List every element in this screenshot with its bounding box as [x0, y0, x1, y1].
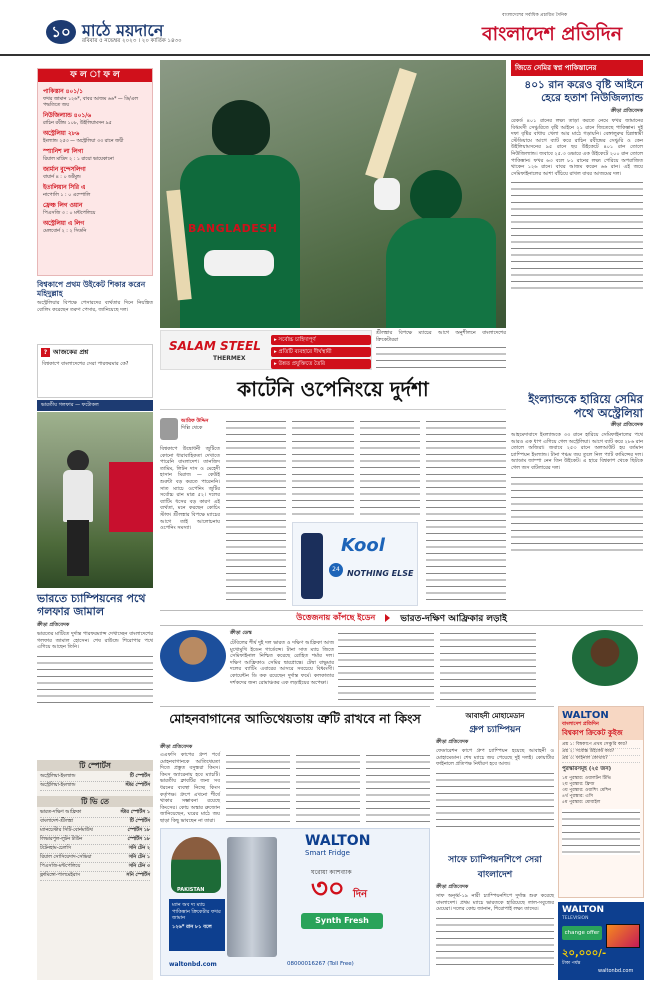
- quiz-ad: [558, 706, 644, 898]
- tv-row: [40, 782, 150, 791]
- question-body: বিশ্বকাপে বাংলাদেশের সেরা পারফরমার কে?: [42, 361, 129, 367]
- middle-story-body: টেবিলের শীর্ষ দুই দল ভারত ও দক্ষিণ আফ্রিকা আজ মুখোমুখি ইডেন গার্ডেন্সে। টানা সাত ম্যাচ জিতে সেমিফাইনাল নিশ্চিত করেছে রোহিত শর্মার দল। দক্ষিণ আফ্রিকাও সেমির দ্বারপ্রান্তে। টেম্বা বাভুমার দলের ব্যাটিং এবারের আসরে সবচেয়ে বিধ্বংসী। কোয়েন্টন ডি কক রয়েছেন দুর্দান্ত ফর্মে। কলকাতার দর্শকদের জন্য রোমাঞ্চকর এক লড়াইয়ের অপেক্ষা।: [230, 640, 334, 686]
- quiz-prize-title: পুরস্কারসমূহ (২৫ জন): [562, 766, 612, 772]
- quiz-prize: ২য় পুরস্কার: ফ্রিজ: [562, 782, 595, 787]
- section-title: মাঠে ময়দানে: [82, 21, 164, 40]
- player-right-helmet: [410, 170, 462, 222]
- salam-point: ▸ উন্নত প্রযুক্তিতে তৈরি: [271, 359, 371, 369]
- result-head: ইতালিয়ান সিরি এ: [43, 185, 86, 191]
- quiz-prizes: [559, 775, 643, 807]
- tv-row-match: অস্ট্রেলিয়া-ইংল্যান্ড: [40, 774, 76, 779]
- tv-row-channel: সনি টেন ৩: [128, 864, 150, 869]
- tv-row-match: ম্যানচেস্টার সিটি-বোর্নমাউথ: [40, 828, 93, 833]
- result-head: অস্ট্রেলিয়া এ লিগ: [43, 221, 85, 227]
- quiz-subtitle: বাংলাদেশ প্রতিদিন: [562, 721, 599, 727]
- issue-date: রবিবার ৫ নভেম্বর ২০২৩ । ২০ কার্তিক ১৪৩০: [82, 38, 182, 44]
- tv-row-channel: স্টার স্পোর্টস: [125, 783, 150, 788]
- bottom-story-2-kicker: আবাহনী মোহামেডান: [465, 712, 525, 720]
- center-story-col5: [426, 418, 506, 606]
- middle-story-header: [160, 610, 643, 626]
- tv-row-match: ভারত-দক্ষিণ আফ্রিকা: [40, 810, 82, 815]
- tv-row-match: পিএসজি-মন্টপেলিয়ে: [40, 864, 81, 869]
- bottom-story-1-headline: মোহনবাগানের আতিথেয়তায় ত্রুটি রাখবে না কিংস: [169, 711, 421, 726]
- left-story-1: [37, 280, 153, 313]
- player-left-jersey-text: BANGLADESH: [188, 222, 278, 235]
- bottom-story-2-cont: [436, 770, 554, 832]
- tv-row: [40, 872, 150, 881]
- bottom-story-2-body: ফেডারেশন কাপে গ্রুপ চ্যাম্পিয়ন হয়েছে আবাহনী ও মোহামেডান। শেষ ম্যাচে জয় পেয়েছে দুই দলই। কোয়ার্টার ফাইনালে প্রতিপক্ষ নির্ধারণ হবে আজ।: [436, 748, 554, 768]
- salam-brand: SALAM STEEL: [169, 339, 261, 353]
- right-story-1-headline: ইংল্যান্ডকে হারিয়ে সেমির পথে অস্ট্রেলিয়া: [528, 392, 643, 420]
- result-body: রাচিন রবীন্দ্র ১০৮, উইলিয়ামসন ৯৫: [43, 121, 112, 126]
- tv-row-match: লিভারপুল-লুটন টাউন: [40, 837, 83, 842]
- player-right-bat: [365, 68, 417, 180]
- tagline: বাংলাদেশের সর্বাধিক প্রচারিত দৈনিক: [502, 13, 568, 18]
- tv-row: [40, 818, 150, 827]
- tv-row-channel: টি স্পোর্টস: [129, 819, 150, 824]
- paper-logo: বাংলাদেশ প্রতিদিন: [482, 23, 623, 45]
- author-avatar: [160, 418, 178, 440]
- hero-caption: শ্রীলঙ্কার বিপক্ষে ম্যাচের আগে অনুশীলনে বাংলাদেশের ক্রিকেটাররা: [376, 330, 506, 370]
- middle-story-kicker: উত্তেজনায় কাঁপছে ইডেন: [296, 612, 376, 622]
- question-icon: ?: [41, 348, 50, 357]
- quiz-title: বিশ্বকাপ ক্রিকেট কুইজ: [562, 729, 623, 737]
- bottom-story-3-headline: সাফে চ্যাম্পিয়নশিপে সেরা বাংলাদেশ: [448, 855, 542, 880]
- middle-story-headline: ভারত-দক্ষিণ আফ্রিকার লড়াই: [400, 613, 507, 624]
- results-list: [38, 82, 152, 238]
- tv-row-match: ফ্লামিঙ্গো-পালমেইরাস: [40, 873, 80, 878]
- cashback-label: ঘরোয়া ক্যাশব্যাক: [311, 869, 352, 876]
- kool-tagline: NOTHING ELSE: [347, 569, 414, 578]
- walton-fridge-product: Smart Fridge: [305, 849, 350, 857]
- tv-image: [606, 924, 640, 948]
- walton-fridge-ad: [160, 828, 430, 976]
- question-label: ? আজকের প্রশ্ন: [38, 345, 152, 360]
- sponsor-board: [109, 462, 153, 532]
- kool-can: [301, 533, 323, 599]
- results-box: [37, 68, 153, 276]
- tv-row-match: বাংলাদেশ-শ্রীলঙ্কা: [40, 819, 74, 824]
- result-body: নাপোলি ১ : ০ এম্পোলি: [43, 193, 91, 198]
- tv-ad-amount: ২০,০০০/-: [562, 948, 607, 959]
- salam-sub: THERMEX: [213, 355, 246, 362]
- middle-story-byline: ক্রীড়া ডেস্ক: [230, 630, 252, 636]
- tv-row-channel: টি স্পোর্টস: [129, 774, 150, 779]
- tv-ad-label: TELEVISION: [562, 916, 589, 921]
- bottom-story-1-body: এএফসি কাপের গ্রুপ পর্বে মোহনবাগানকে আতিথেয়তা দিতে প্রস্তুত বসুন্ধরা কিংস। কিংস অ্যারেনায় হবে ম্যাচটি। ভারতীয় ক্লাবটির জন্য সব ধরনের ব্যবস্থা নিচ্ছে কিংস কর্তৃপক্ষ। গ্রুপে এখনো শীর্ষে থাকার সম্ভাবনা রয়েছে কিংসের। কোচ অস্কার ব্রুজোন জানিয়েছেন, ঘরের মাঠে জয় ছাড়া কিছু ভাবছেন না তারা।: [160, 752, 220, 824]
- golfer-photo: [37, 412, 153, 588]
- top-story-kicker: জিতে সেমির স্বপ্ন পাকিস্তানের: [511, 60, 643, 76]
- player-right-body: [386, 218, 496, 328]
- top-story-byline: ক্রীড়া প্রতিবেদক: [610, 108, 643, 114]
- tv-row-match: টটেনহাম-চেলসি: [40, 846, 71, 851]
- result-body: পিএসজি ৩ : ০ মন্টপেলিয়ে: [43, 211, 96, 216]
- tv-row-channel: সনি স্পোর্টস: [126, 873, 150, 878]
- middle-story-flag-icon: [385, 614, 390, 622]
- bottom-story-3-body: সাফ অনূর্ধ্ব-১৯ নারী চ্যাম্পিয়নশিপে দুর্দান্ত শুরু করেছে বাংলাদেশ। প্রথম ম্যাচে ভারতকে হারিয়েছে লাল-সবুজের মেয়েরা। দলের কোচ জানান, শিরোপাই লক্ষ্য তাদের।: [436, 893, 554, 913]
- tv-row: [40, 854, 150, 863]
- player-photo: [171, 837, 221, 893]
- tv-schedule-title-1: টি স্পোর্টস: [37, 760, 153, 771]
- tv-row-channel: সনি টেন ১: [128, 855, 150, 860]
- right-story-1: [511, 392, 643, 608]
- top-story: [511, 60, 643, 390]
- salam-point: ▸ প্রতিটি ব্যবহারে দীর্ঘস্থায়ী: [271, 347, 371, 357]
- result-body: মেলবোর্ন ২ : ২ সিডনি: [43, 229, 87, 234]
- left-story-1-body: অস্ট্রেলিয়ার বিপক্ষে পেসারদের ব্যর্থতার দিনে নিয়ন্ত্রিত বোলিং করেছেন তরুণ পেসার, জানিয়েছে দল।: [37, 300, 153, 313]
- tv-ad-brand: WALTON: [562, 905, 605, 915]
- quiz-question: প্রশ্ন ২: সর্বোচ্চ উইকেট কার?: [562, 749, 640, 756]
- result-body: ইংল্যান্ড ২৫৩ — অস্ট্রেলিয়া ৩৩ রানে জয়ী: [43, 139, 124, 144]
- center-story-col3: [292, 418, 354, 518]
- result-body: ফখর জামান ১২৬*, বাবর আজম ৬৬* — ডি/এল পদ্ধতিতে জয়: [43, 97, 138, 108]
- author-name: আরিফ উদ্দিন: [181, 418, 209, 424]
- left-photo-caption: ভারতীয় গলফার — ফটোকল: [37, 400, 153, 411]
- center-story-headline: কাটেনি ওপেনিংয়ে দুর্দশা: [160, 374, 506, 410]
- bottom-story-2-byline: ক্রীড়া প্রতিবেদক: [436, 739, 469, 745]
- promo-box: ম্যান অব দ্য ম্যাচ পাকিস্তান ক্রিকেটার ফখর জামান ১২৬* রান ৮১ বলে: [169, 899, 225, 951]
- walton-website[interactable]: waltonbd.com: [169, 961, 217, 968]
- left-story-2-byline: ক্রীড়া প্রতিবেদক: [37, 622, 70, 628]
- center-story-body: বিশ্বকাপে উদ্বোধনী জুটিতে কোনো ধারাবাহিকতা দেখাতে পারেনি বাংলাদেশ। তানজিদ তামিম, লিটন দাস ও মেহেদী হাসান মিরাজ — কেউই শুরুটা বড় করতে পারেননি। সাত ম্যাচে ওপেনিং জুটির সর্বোচ্চ রান মাত্র ৫২। দলের ব্যাটিং ধসের বড় কারণ এই ব্যর্থতা, মনে করছেন কোচিং স্টাফ। শ্রীলঙ্কার বিপক্ষে ম্যাচের আগে তাই আলোচনায় ওপেনিং সমস্যা।: [160, 446, 220, 532]
- player-name: PAKISTAN: [177, 887, 205, 893]
- top-story-headline: ৪০১ রান করেও বৃষ্টি আইনে হেরে হতাশ নিউজিল্যান্ড: [524, 79, 643, 104]
- left-story-2-body-cont: [37, 653, 153, 703]
- right-story-1-body: আহমেদাবাদে ইংল্যান্ডকে ৩৩ রানে হারিয়ে সেমিফাইনালের পথে আরও এক ধাপ এগিয়ে গেল অস্ট্রেলিয়া। আগে ব্যাট করে ২৮৬ রান তোলে অজিরা। জবাবে ২৫৩ রানে অলআউট হয় বর্তমান চ্যাম্পিয়ন ইংল্যান্ড। টানা পঞ্চম জয় তুলে নিল প্যাট কামিন্সের দল। অ্যাডাম জাম্পা নেন তিন উইকেট। এ হারে বিশ্বকাপ থেকে ছিটকে গেল জস বাটলারের দল।: [511, 432, 643, 471]
- result-head: ফ্রেঞ্চ লিগ ওয়ান: [43, 203, 83, 209]
- tv-row: [40, 836, 150, 845]
- walton-hotline: 08000016267 (Toll Free): [287, 961, 354, 967]
- cashback-unit: দিন: [353, 889, 368, 900]
- quiz-question: প্রশ্ন ১: বিশ্বকাপে প্রথম সেঞ্চুরি কার?: [562, 742, 640, 749]
- tv-ad-badge: change offer: [562, 926, 602, 940]
- bottom-story-2: [436, 706, 554, 832]
- rohit-photo: [160, 630, 226, 682]
- bottom-story-3-cont: [436, 915, 554, 969]
- center-story-col4: [360, 418, 420, 518]
- tv-row: [40, 845, 150, 854]
- tv-row-channel: সনি টেন ২: [128, 846, 150, 851]
- salam-points: [271, 335, 371, 370]
- tv-rows-2: [37, 807, 153, 883]
- quiz-prize: ৪র্থ পুরস্কার: এসি: [562, 794, 594, 799]
- player-right-glove: [374, 178, 400, 210]
- player-left-helmet: [212, 100, 270, 156]
- results-title: ফ ল া ফ ল: [38, 69, 152, 82]
- tv-row-channel: স্পোর্টস ১৮: [127, 828, 150, 833]
- golfer-legs: [67, 520, 89, 576]
- walton-tv-ad: [558, 902, 644, 980]
- hero-caption-cont: [376, 344, 506, 370]
- result-head: অস্ট্রেলিয়া ২৮৬: [43, 131, 80, 137]
- golfer-figure: [67, 450, 89, 472]
- bottom-story-3-byline: ক্রীড়া প্রতিবেদক: [436, 884, 469, 890]
- tv-rows-1: [37, 771, 153, 793]
- cashback-days: ৩০: [311, 874, 345, 904]
- quiz-header: [559, 707, 643, 740]
- synth-fresh-badge: Synth Fresh: [301, 913, 383, 929]
- tv-row-match: অস্ট্রেলিয়া-ইংল্যান্ড: [40, 783, 76, 788]
- center-story-col2: [226, 418, 286, 606]
- tv-row: [40, 827, 150, 836]
- right-story-1-cont: [511, 474, 643, 554]
- kool-brand: Kool: [341, 535, 385, 556]
- middle-story-col2: [338, 630, 434, 700]
- hero-photo: [160, 60, 506, 328]
- salam-point: ▸ সর্বোচ্চ চাহিদাপূর্ণ: [271, 335, 371, 345]
- top-story-body-cont: [511, 179, 643, 289]
- tv-row: [40, 863, 150, 872]
- tv-ad-website[interactable]: waltonbd.com: [598, 968, 634, 974]
- walton-fridge-brand: WALTON: [305, 833, 371, 849]
- quiz-prize: ১ম পুরস্কার: ওয়ালটন টিভি: [562, 776, 611, 781]
- question-box: [37, 344, 153, 398]
- golfer-body: [63, 470, 93, 522]
- bavuma-photo: [572, 630, 638, 686]
- quiz-form-lines: [562, 809, 640, 855]
- left-story-2: [37, 592, 153, 703]
- bottom-story-1: [160, 706, 430, 727]
- tv-schedule-title-2: টি ভি তে: [37, 796, 153, 807]
- right-story-1-byline: ক্রীড়া প্রতিবেদক: [610, 422, 643, 428]
- bottom-story-1-byline: ক্রীড়া প্রতিবেদক: [160, 744, 193, 750]
- kool-badge: 24: [329, 563, 343, 577]
- bottom-story-2-headline: গ্রুপ চ্যাম্পিয়ন: [469, 725, 521, 735]
- bottom-story-1-col4: [366, 752, 430, 824]
- middle-story-col3: [440, 630, 536, 700]
- result-head: স্প্যানিশ লা লিগা: [43, 149, 84, 155]
- bottom-story-1-col2: [226, 752, 290, 824]
- tv-schedule: [37, 760, 153, 980]
- result-body: রিয়াল মাদ্রিদ ২ : ১ রায়ো ভায়েকানো: [43, 157, 114, 162]
- tv-row-channel: স্টার স্পোর্টস ১: [120, 810, 150, 815]
- quiz-questions: [559, 740, 643, 765]
- salam-steel-ad: [160, 330, 372, 370]
- quiz-prize: ৩য় পুরস্কার: ওয়াশিং মেশিন: [562, 788, 612, 793]
- author-card: [160, 418, 220, 440]
- top-story-body: রেকর্ড ৪০১ রানের লক্ষ্য তাড়া করতে নেমে ফখর জামানের বিধ্বংসী সেঞ্চুরিতে বৃষ্টি আইনে ২১ রানে জিতেছে পাকিস্তান। দুই দফা বৃষ্টির বাধায় খেলা আর মাঠে গড়ায়নি। বেঙ্গালুরুর চিন্নাস্বামী স্টেডিয়ামে আগে ব্যাট করে রাচিন রবীন্দ্রের সেঞ্চুরি ও কেন উইলিয়ামসনের ৯৫ রানে ছয় উইকেটে ৪০১ রান তোলে নিউজিল্যান্ড। জবাবে ২৫.৩ ওভারে এক উইকেটে ২০০ রান তোলে পাকিস্তান। ফখর ৬৩ বলে ৮১ রানের লক্ষ্য পেরিয়ে অপরাজিত থাকেন ১২৬ রানে। বাবর আজম করেন ৬৬ রান। এই জয়ে সেমিফাইনালের আশা বাঁচিয়ে রাখল বাবর আজমের দল।: [511, 118, 643, 177]
- fridge-image: [227, 837, 277, 957]
- bottom-story-3: [436, 852, 554, 969]
- quiz-brand: WALTON: [562, 710, 609, 721]
- left-story-2-body: ভারতের মাটিতে দুর্দান্ত পারফরম্যান্স দেখাচ্ছেন বাংলাদেশের গলফার জামাল হোসেন। শেষ রাউন্ডে শিরোপার পথে এগিয়ে আছেন তিনি।: [37, 631, 153, 651]
- quiz-question: প্রশ্ন ৩: ফাইনাল কোথায়?: [562, 756, 640, 763]
- page-number-badge: ১০: [46, 20, 76, 44]
- left-story-2-headline: ভারতে চ্যাম্পিয়নের পথে গলফার জামাল: [37, 592, 146, 618]
- kool-ad: [292, 522, 418, 606]
- result-head: নিউজিল্যান্ড ৪০১/৬: [43, 113, 91, 119]
- bottom-story-1-col3: [296, 752, 360, 824]
- tv-row-channel: স্পোর্টস ১৮: [127, 837, 150, 842]
- tv-row: [40, 773, 150, 782]
- result-body: বায়ার্ন ৪ : ০ ডর্টমুন্ড: [43, 175, 81, 180]
- result-head: জার্মান বুন্দেসলিগা: [43, 167, 86, 173]
- player-left-body: [180, 155, 300, 328]
- author-role: দিল্লি থেকে: [181, 425, 203, 431]
- tv-ad-amount-sub: টাকা পর্যন্ত: [562, 961, 581, 966]
- tv-row: [40, 809, 150, 818]
- tv-row-match: রিয়াল সোসিয়েদাদ-সেভিয়া: [40, 855, 92, 860]
- left-story-1-headline: বিশ্বকাপে প্রথম উইকেট শিকার করেন মহিদুল্লাহ: [37, 280, 146, 298]
- player-left-gloves: [204, 250, 274, 276]
- quiz-prize: ৫ম পুরস্কার: মোবাইল: [562, 800, 601, 805]
- result-head: পাকিস্তান ৪০১/১: [43, 89, 83, 95]
- masthead: [0, 0, 650, 56]
